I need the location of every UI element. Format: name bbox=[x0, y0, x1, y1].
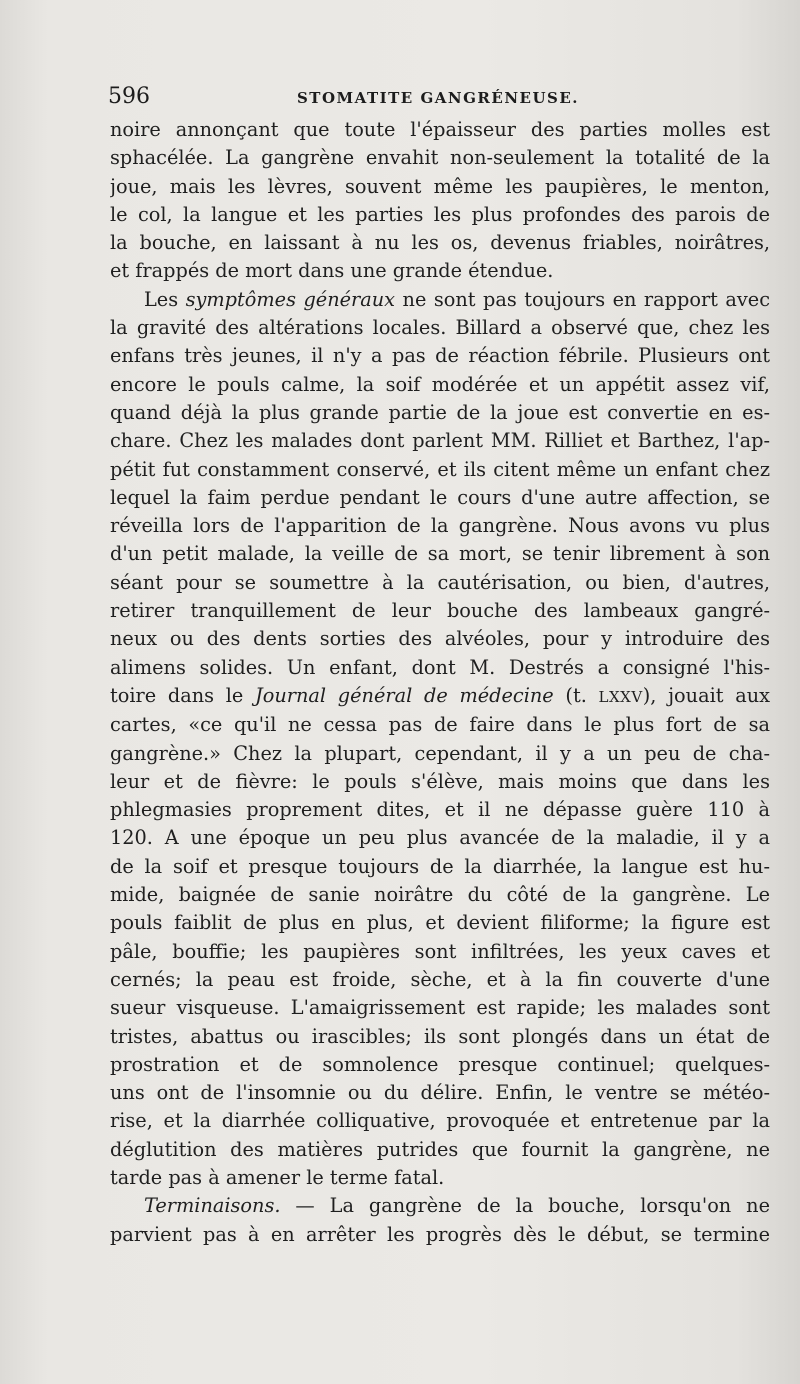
journal-title: Journal général de médecine bbox=[255, 683, 554, 707]
text-line: pouls faiblit de plus en plus, et devient filiforme; la figure est bbox=[110, 911, 770, 935]
text-line-journal bbox=[110, 682, 770, 711]
text-line: pâle, bouffie; les paupières sont infiltrées, les yeux caves et bbox=[110, 939, 770, 963]
text-line: enfans très jeunes, il n'y a pas de réaction fébrile. Plusieurs ont bbox=[110, 344, 770, 368]
text-line: cartes, «ce qu'il ne cessa pas de faire dans le plus fort de sa bbox=[110, 713, 770, 737]
text-line: rise, et la diarrhée colliquative, provoquée et entretenue par la bbox=[110, 1109, 770, 1133]
text-line: le col, la langue et les parties les plus profondes des parois de bbox=[110, 202, 770, 226]
text-line: gangrène.» Chez la plupart, cependant, il y a un peu de cha- bbox=[110, 741, 770, 765]
text-fragment: toire dans le bbox=[110, 683, 256, 707]
text-fragment: ), jouait aux bbox=[642, 683, 770, 707]
text-line: d'un petit malade, la veille de sa mort, se tenir librement à son bbox=[110, 542, 770, 566]
text-line: parvient pas à en arrêter les progrès dès le début, se termine bbox=[110, 1222, 770, 1246]
text-line: sphacélée. La gangrène envahit non-seulement la totalité de la bbox=[110, 146, 770, 170]
text-fragment: — La gangrène de la bouche, lorsqu'on ne bbox=[280, 1194, 770, 1218]
body-text bbox=[110, 116, 770, 1249]
text-line: déglutition des matières putrides que fournit la gangrène, ne bbox=[110, 1137, 770, 1161]
text-fragment: ne sont pas toujours en rapport avec bbox=[395, 287, 770, 311]
text-line: 120. A une époque un peu plus avancée de la maladie, il y a bbox=[110, 826, 770, 850]
text-line: la bouche, en laissant à nu les os, devenus friables, noirâtres, bbox=[110, 231, 770, 255]
text-fragment: Les bbox=[144, 287, 186, 311]
text-line-first bbox=[110, 286, 770, 314]
text-fragment: (t. bbox=[553, 683, 599, 707]
text-line: leur et de fièvre: le pouls s'élève, mais moins que dans les bbox=[110, 769, 770, 793]
text-line: tristes, abattus ou irascibles; ils sont plongés dans un état de bbox=[110, 1024, 770, 1048]
running-title: STOMATITE GANGRÉNEUSE. bbox=[296, 89, 580, 107]
paragraph-3 bbox=[110, 1192, 770, 1249]
text-line: encore le pouls calme, la soif modérée et un appétit assez vif, bbox=[110, 372, 770, 396]
text-line: de la soif et presque toujours de la diarrhée, la langue est hu- bbox=[110, 854, 770, 878]
text-line: sueur visqueuse. L'amaigrissement est rapide; les malades sont bbox=[110, 996, 770, 1020]
text-line: chare. Chez les malades dont parlent MM. Rilliet et Barthez, l'ap- bbox=[110, 429, 770, 453]
page-header bbox=[108, 82, 768, 114]
paragraph-2 bbox=[110, 286, 770, 1193]
text-line: cernés; la peau est froide, sèche, et à la fin couverte d'une bbox=[110, 967, 770, 991]
page-number: 596 bbox=[108, 84, 150, 109]
text-line: réveilla lors de l'apparition de la gangrène. Nous avons vu plus bbox=[110, 514, 770, 538]
text-line: mide, baignée de sanie noirâtre du côté de la gangrène. Le bbox=[110, 883, 770, 907]
text-line: et frappés de mort dans une grande étendue. bbox=[110, 259, 554, 283]
text-line: phlegmasies proprement dites, et il ne dépasse guère 110 à bbox=[110, 798, 770, 822]
text-line: séant pour se soumettre à la cautérisation, ou bien, d'autres, bbox=[110, 570, 770, 594]
text-line: neux ou des dents sorties des alvéoles, pour y introduire des bbox=[110, 627, 770, 651]
paragraph-1 bbox=[110, 116, 770, 286]
text-line: uns ont de l'insomnie ou du délire. Enfin, le ventre se météo- bbox=[110, 1081, 770, 1105]
text-line: quand déjà la plus grande partie de la joue est convertie en es- bbox=[110, 400, 770, 424]
text-line: noire annonçant que toute l'épaisseur des parties molles est bbox=[110, 118, 770, 141]
italic-term: symptômes généraux bbox=[185, 287, 396, 311]
text-line: joue, mais les lèvres, souvent même les paupières, le menton, bbox=[110, 174, 770, 198]
text-line: lequel la faim perdue pendant le cours d'une autre affection, se bbox=[110, 485, 770, 509]
text-line: pétit fut constamment conservé, et ils citent même un enfant chez bbox=[110, 457, 770, 481]
text-line: alimens solides. Un enfant, dont M. Destrés a consigné l'his- bbox=[110, 655, 770, 679]
text-line-first bbox=[110, 1192, 770, 1220]
text-line: la gravité des altérations locales. Billard a observé que, chez les bbox=[110, 316, 770, 340]
text-line: tarde pas à amener le terme fatal. bbox=[110, 1165, 445, 1189]
section-heading: Terminaisons. bbox=[144, 1194, 281, 1218]
text-line: retirer tranquillement de leur bouche des lambeaux gangré- bbox=[110, 599, 770, 623]
text-line: prostration et de somnolence presque continuel; quelques- bbox=[110, 1052, 770, 1076]
volume-number: LXXV bbox=[598, 687, 643, 706]
